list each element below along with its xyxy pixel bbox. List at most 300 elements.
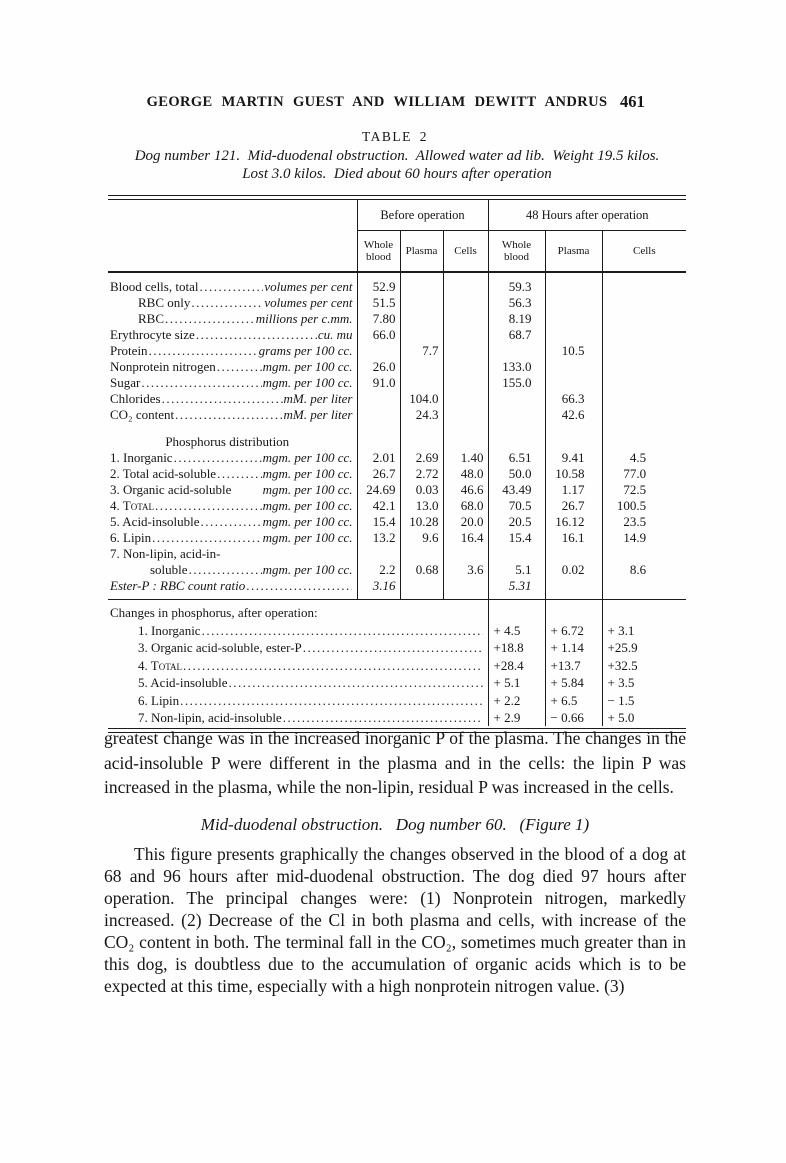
change-value-cell [602,600,686,621]
value-cell: 66.0 [357,326,400,342]
value-cell: 0.02 [545,561,602,577]
value-cell: 68.0 [443,497,488,513]
row-stub-cell [108,406,357,422]
value-cell: 42.6 [545,406,602,422]
value-cell: 10.28 [400,513,443,529]
row-stub [108,711,488,726]
row-label: Nonprotein nitrogen [110,359,216,374]
value-cell [545,326,602,342]
value-cell [545,374,602,390]
row-stub [108,547,357,562]
change-value-cell: +25.9 [607,640,638,655]
change-value-cell: + 2.2 [488,691,545,709]
row-stub-cell [108,638,488,656]
dot-leader [175,408,282,423]
value-cell [443,577,488,600]
value-cell: 9.41 [545,449,602,465]
value-cell: 15.4 [488,529,545,545]
value-cell [602,326,686,342]
group-header-before: Before operation [357,200,488,231]
dot-leader [201,515,262,530]
spacer-row [108,422,686,433]
value-cell [488,342,545,358]
row-stub-cell [108,513,357,529]
table-row [108,497,686,513]
value-cell [488,406,545,422]
row-unit: mgm. per 100 cc. [262,466,353,481]
value-cell: 2.2 [357,561,400,577]
value-cell: 9.6 [400,529,443,545]
value-cell [443,358,488,374]
change-value-cell: +13.7 [545,656,602,674]
paragraph-1: greatest change was in the increased inorganic P of the plasma. The changes in the acid-insoluble P were different in the plasma and in the cells: the lipin P was increased in the plasma, while the non-lipin, residual P was increased in the cells. [104,728,686,797]
value-cell [443,272,488,294]
change-value-cell: + 2.9 [488,708,545,726]
value-cell [400,326,443,342]
value-cell [602,294,686,310]
table-row [108,465,686,481]
row-stub [108,360,357,375]
value-cell: 70.5 [488,497,545,513]
value-cell: 46.6 [443,481,488,497]
value-cell: 5.31 [488,577,545,600]
empty-cell [357,422,400,433]
row-stub [108,467,357,482]
row-stub-cell [108,390,357,406]
value-cell: 0.68 [400,561,443,577]
row-label: RBC [138,311,165,326]
row-stub-cell [108,342,357,358]
row-unit: volumes per cent [264,279,353,294]
value-cell [400,374,443,390]
value-cell [400,310,443,326]
table-row [108,449,686,465]
row-stub [108,659,488,674]
row-unit: mgm. per 100 cc. [262,482,353,497]
dot-leader [202,624,483,639]
dot-leader [199,280,263,295]
row-label: 2. Total acid-soluble [110,466,217,481]
row-label: 5. Acid-insoluble [138,676,228,690]
table-caption-line1: Dog number 121. Mid-duodenal obstruction. Allowed water ad lib. Weight 19.5 kilos. [134,148,660,164]
value-cell [488,545,545,561]
row-stub [108,312,357,327]
value-cell: 56.3 [488,294,545,310]
row-stub [108,408,357,423]
change-value-cell [488,600,545,621]
value-cell: 24.3 [400,406,443,422]
table-row [108,310,686,326]
row-unit: mgm. per 100 cc. [262,375,353,390]
dot-leader [155,499,262,514]
value-cell: 50.0 [488,465,545,481]
value-cell [357,406,400,422]
value-cell [357,390,400,406]
value-cell [602,358,686,374]
row-label: Changes in phosphorus, after operation: [110,606,318,620]
value-cell [400,294,443,310]
value-cell: 26.7 [545,497,602,513]
row-unit: mgm. per 100 cc. [262,498,353,513]
empty-cell [545,433,602,449]
value-cell: 24.69 [357,481,400,497]
value-cell: 72.5 [623,481,647,497]
row-label: 1. Inorganic [138,623,201,638]
row-stub-cell [108,374,357,390]
row-stub [108,344,357,359]
change-value-cell: + 5.84 [545,673,602,691]
row-stub-cell [108,673,488,691]
table-row [108,390,686,406]
value-cell: 91.0 [357,374,400,390]
col-header-plasma-before: Plasma [400,231,443,273]
value-cell [443,545,488,561]
changes-row [108,708,686,726]
value-cell [545,310,602,326]
value-cell: 3.16 [357,577,400,600]
value-cell: 1.40 [443,449,488,465]
page-number: 461 [620,92,645,111]
value-cell: 20.0 [443,513,488,529]
value-cell [602,374,686,390]
paragraph-2: This figure presents graphically the changes observed in the blood of a dog at 68 and 96 hours after mid-duodenal obstruction. The dog died 97 hours after operation. The principal changes were: (1) Nonprotein nitrogen, markedly increased. (2) Decrease of the Cl in both plasma and cells, with increase of the CO₂ content in both. The terminal fall in the CO₂, sometimes much greater than in this dog, is doubtless due to the accumulation of organic acids which is to be expected at this time, especially with a high nonprotein nitrogen value. (3) [104,844,686,996]
dot-leader [183,659,483,674]
dot-leader [217,360,262,375]
value-cell [602,406,686,422]
running-head: GEORGE MARTIN GUEST AND WILLIAM DEWITT ANDRUS [146,94,608,110]
value-cell [443,342,488,358]
row-label: Sugar [110,375,141,390]
row-label: 7. Non-lipin, acid-in- [110,546,221,561]
row-label: 4. Total [110,498,154,513]
dot-leader [165,312,255,327]
empty-cell [400,422,443,433]
row-stub-cell [108,294,357,310]
row-label: Chlorides [110,391,161,406]
row-stub-cell [108,449,357,465]
row-unit: cu. mu [317,327,353,342]
value-cell: 15.4 [357,513,400,529]
change-value-cell: +32.5 [607,657,638,673]
change-value-cell: + 4.5 [488,621,545,639]
value-cell [400,358,443,374]
value-cell: 77.0 [623,465,647,481]
table-row [108,545,686,561]
row-label: 7. Non-lipin, acid-insoluble [138,711,282,725]
dot-leader [229,676,483,691]
value-cell: 52.9 [357,272,400,294]
value-cell: 8.19 [488,310,545,326]
table-group-header-row [108,200,686,231]
row-stub [108,694,488,709]
value-cell: 2.01 [357,449,400,465]
value-cell [545,294,602,310]
changes-row [108,673,686,691]
value-cell: 16.4 [443,529,488,545]
row-unit: mgm. per 100 cc. [262,514,353,529]
row-label: 4. Total [138,658,182,673]
empty-cell [357,433,400,449]
value-cell [400,545,443,561]
change-value-cell: + 6.72 [545,621,602,639]
value-cell: 133.0 [488,358,545,374]
value-cell: 42.1 [357,497,400,513]
empty-cell [108,422,357,433]
value-cell: 48.0 [443,465,488,481]
value-cell: 7.80 [357,310,400,326]
value-cell: 5.1 [488,561,545,577]
row-stub [108,328,357,343]
value-cell: 20.5 [488,513,545,529]
value-cell: 100.5 [616,497,647,513]
table-row [108,529,686,545]
value-cell: 13.2 [357,529,400,545]
changes-row [108,638,686,656]
value-cell: 43.49 [488,481,545,497]
row-label: RBC only [138,295,191,310]
dot-leader [283,711,483,726]
value-cell: 155.0 [488,374,545,390]
row-label: CO₂ content [110,407,175,422]
value-cell [443,294,488,310]
col-header-cells-after: Cells [602,231,686,273]
row-stub-cell [108,310,357,326]
empty-cell [545,422,602,433]
col-header-whole-blood-after: Whole blood [488,231,545,273]
row-stub-cell [108,358,357,374]
dot-leader [189,563,262,578]
empty-cell [488,422,545,433]
row-stub-cell [108,481,357,497]
change-value-cell: − 0.66 [545,708,602,726]
changes-heading-row [108,600,686,621]
value-cell: 1.17 [545,481,602,497]
row-stub [108,280,357,295]
value-cell [602,310,686,326]
change-value-cell: +18.8 [488,638,545,656]
value-cell: 0.03 [400,481,443,497]
value-cell [443,390,488,406]
value-cell [357,342,400,358]
change-value-cell: − 1.5 [607,692,635,708]
row-unit: mgm. per 100 cc. [262,450,353,465]
row-unit: mgm. per 100 cc. [262,359,353,374]
row-label: Protein [110,343,148,358]
change-value-cell [545,600,602,621]
row-label: Blood cells, total [110,279,199,294]
value-cell [602,390,686,406]
value-cell [443,326,488,342]
row-stub-cell [108,561,357,577]
changes-row [108,621,686,639]
value-cell: 8.6 [629,561,647,577]
data-table-wrapper [108,195,686,733]
table-row [108,481,686,497]
table-row [108,326,686,342]
change-value-cell: + 3.1 [607,622,635,638]
row-stub [108,579,357,594]
change-value-cell: + 5.0 [607,710,635,725]
row-label: Ester-P : RBC count ratio [110,578,246,593]
row-stub [108,515,357,530]
empty-cell [602,422,686,433]
row-stub [108,563,357,578]
table-row [108,406,686,422]
value-cell [545,272,602,294]
table-row [108,358,686,374]
row-unit: volumes per cent [264,295,353,310]
value-cell: 7.7 [400,342,443,358]
row-unit: mgm. per 100 cc. [262,530,353,545]
empty-cell [488,433,545,449]
value-cell [443,310,488,326]
table-row [108,513,686,529]
row-stub-cell [108,326,357,342]
value-cell [443,406,488,422]
change-value-cell: + 6.5 [545,691,602,709]
empty-cell [400,433,443,449]
value-cell: 59.3 [488,272,545,294]
changes-row [108,691,686,709]
value-cell: 68.7 [488,326,545,342]
value-cell [602,342,686,358]
change-value-cell: +28.4 [488,656,545,674]
value-cell: 26.0 [357,358,400,374]
row-stub [108,606,488,621]
value-cell: 51.5 [357,294,400,310]
row-stub [108,641,488,656]
dot-leader [162,392,283,407]
change-value-cell: + 3.5 [607,675,635,690]
row-stub-cell [108,621,488,639]
change-value-cell: + 5.1 [488,673,545,691]
value-cell [400,272,443,294]
dot-leader [149,344,258,359]
row-stub-cell [108,545,357,561]
table-row [108,294,686,310]
table-row [108,272,686,294]
value-cell [545,545,602,561]
section-heading-row [108,433,686,449]
row-stub [108,451,357,466]
value-cell [602,272,686,294]
row-label: 6. Lipin [138,693,180,708]
table-label: TABLE 2 [361,129,429,144]
value-cell: 16.1 [545,529,602,545]
row-stub [108,483,357,498]
value-cell [488,390,545,406]
row-label: Erythrocyte size [110,327,195,342]
dot-leader [141,376,261,391]
row-stub-cell [108,708,488,726]
row-label: 6. Lipin [110,530,152,545]
section-heading-cell [108,433,357,449]
changes-row [108,656,686,674]
row-stub [108,376,357,391]
dot-leader [196,328,317,343]
table-row [108,577,686,600]
row-label: 5. Acid-insoluble [110,514,200,529]
value-cell: 3.6 [443,561,488,577]
empty-cell [602,433,686,449]
value-cell: 23.5 [623,513,647,529]
value-cell: 2.69 [400,449,443,465]
value-cell [545,358,602,374]
value-cell: 6.51 [488,449,545,465]
row-stub-cell [108,272,357,294]
row-label: 3. Organic acid-soluble [110,482,232,497]
col-header-plasma-after: Plasma [545,231,602,273]
change-value-cell: + 1.14 [545,638,602,656]
row-stub [108,392,357,407]
dot-leader [152,531,261,546]
row-stub-cell [108,497,357,513]
row-unit: mgm. per 100 cc. [262,562,353,577]
row-stub-cell [108,529,357,545]
value-cell: 16.12 [545,513,602,529]
row-label: 1. Inorganic [110,450,173,465]
row-label: 3. Organic acid-soluble, ester-P [138,641,302,655]
table-caption-line2: Lost 3.0 kilos. Died about 60 hours after operation [242,166,552,182]
value-cell: 66.3 [545,390,602,406]
col-header-cells-before: Cells [443,231,488,273]
value-cell [602,545,686,561]
row-stub [108,676,488,691]
value-cell: 4.5 [629,449,647,465]
dot-leader [217,467,262,482]
value-cell: 10.58 [545,465,602,481]
value-cell: 14.9 [623,529,647,545]
row-stub-cell [108,577,357,600]
table-row [108,374,686,390]
value-cell [443,374,488,390]
row-stub-cell [108,691,488,709]
dot-leader [174,451,262,466]
table-row [108,342,686,358]
value-cell [545,577,602,600]
row-stub [108,624,488,639]
row-stub-cell [108,656,488,674]
table-row [108,561,686,577]
row-stub [108,296,357,311]
value-cell [357,545,400,561]
row-unit: millions per c.mm. [255,311,353,326]
row-label: soluble [150,562,188,577]
value-cell: 104.0 [400,390,443,406]
dot-leader [191,296,263,311]
value-cell: 2.72 [400,465,443,481]
dot-leader [303,641,483,656]
row-stub [108,531,357,546]
row-unit: grams per 100 cc. [258,343,353,358]
row-stub-cell [108,600,488,621]
col-header-whole-blood-before: Whole blood [357,231,400,273]
section-heading: Phosphorus distribution [165,433,290,449]
value-cell [400,577,443,600]
row-unit: mM. per liter [283,407,353,422]
row-stub [108,499,357,514]
section-subheading: Mid-duodenal obstruction. Dog number 60. (Figure 1) [200,815,590,834]
row-unit: mM. per liter [283,391,353,406]
row-stub-cell [108,465,357,481]
value-cell [602,577,686,600]
dot-leader [246,579,351,594]
data-table [108,200,686,726]
empty-cell [443,422,488,433]
value-cell: 10.5 [545,342,602,358]
value-cell: 13.0 [400,497,443,513]
stub-header-cell [108,200,357,272]
